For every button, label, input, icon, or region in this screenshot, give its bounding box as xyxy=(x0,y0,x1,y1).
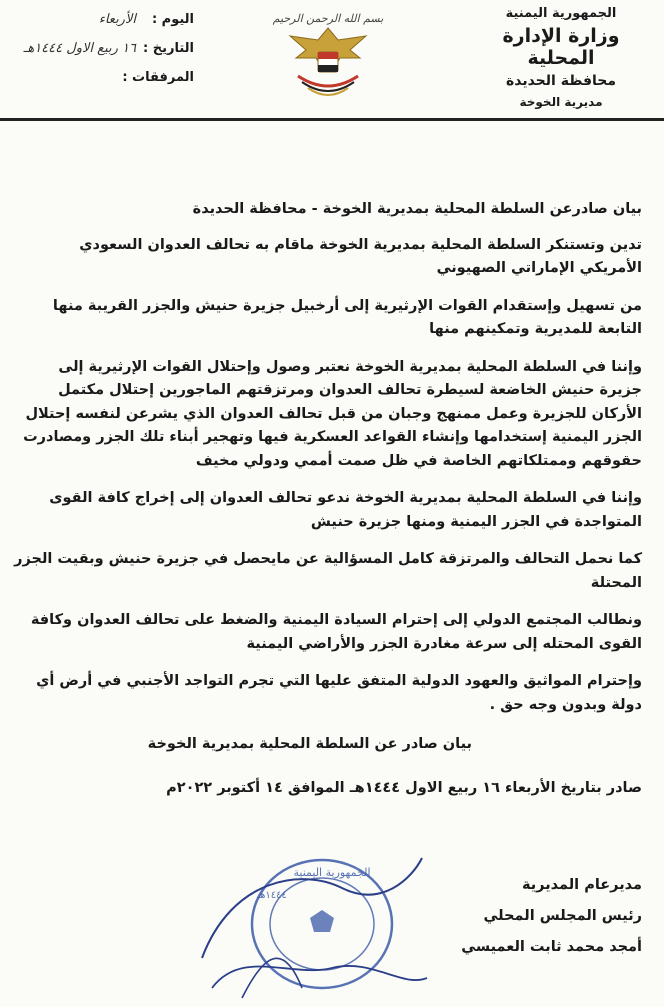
signatory-title-1: مديرعام المديرية xyxy=(521,877,642,893)
yemen-eagle-emblem-icon xyxy=(268,6,388,110)
paragraph-2: من تسهيل وإستقدام القوات الإرثيرية إلى أرخبيل جزيرة حنيش والجزر القريبة منها التابعة للمديرية وتمكينهم منها xyxy=(52,297,642,337)
signatory-title-2: رئيس المجلس المحلي xyxy=(483,908,642,924)
signatory-block xyxy=(461,870,642,963)
issued-date-line: صادر بتاريخ الأربعاء ١٦ ربيع الاول ١٤٤٤هـ الموافق ١٤ أكتوبر ٢٠٢٢م xyxy=(166,779,642,796)
day-value: الأربعاء xyxy=(98,12,136,27)
stamp-text-top: الجمهورية اليمنية xyxy=(293,866,371,879)
paragraph-7: وإحترام المواثيق والعهود الدولية المتفق عليها التي تجرم التواجد الأجنبي في أرض أي دولة وبدون وجه حق . xyxy=(36,673,642,713)
letter-meta xyxy=(4,12,194,99)
republic-name: الجمهورية اليمنية xyxy=(505,6,617,21)
district-name: مديرية الخوخة xyxy=(519,95,603,109)
basmala-calligraphy: بسم الله الرحمن الرحيم xyxy=(272,12,384,25)
signatory-name: أمجد محمد ثابت العميسي xyxy=(461,939,642,955)
statement-title: بيان صادرعن السلطة المحلية بمديرية الخوخة - محافظة الحديدة xyxy=(192,201,642,217)
date-row xyxy=(4,41,194,56)
date-value: ١٦ ربيع الاول ١٤٤٤هـ xyxy=(23,41,136,56)
day-label: اليوم : xyxy=(151,12,194,27)
day-row xyxy=(4,12,194,27)
header-divider xyxy=(0,118,664,121)
statement-body xyxy=(14,198,642,800)
ministry-name: وزارة الإدارة المحلية xyxy=(502,25,620,69)
date-label: التاريخ : xyxy=(143,41,194,56)
paragraph-1: تدين وتستنكر السلطة المحلية بمديرية الخوخة ماقام به تحالف العدوان السعودي الأمريكي الإماراتي الصهيوني xyxy=(79,236,642,276)
paragraph-4: وإننا في السلطة المحلية بمديرية الخوخة ندعو تحالف العدوان إلى إخراج كافة القوى المتواجدة في الجزر اليمنية ومنها جزيرة حنيش xyxy=(49,490,642,530)
attachments-row xyxy=(4,70,194,85)
official-stamp-signature xyxy=(182,838,432,1008)
governorate-name: محافظة الحديدة xyxy=(505,73,617,89)
attachments-label: المرفقات : xyxy=(122,70,194,85)
paragraph-6: ونطالب المجتمع الدولي إلى إحترام السيادة اليمنية والضغط على تحالف العدوان وكافة القوى المحتله إلى سرعة مغادرة الجزر والأراضي اليمنية xyxy=(30,612,642,652)
paragraph-5: كما نحمل التحالف والمرتزقة كامل المسؤالية عن مايحصل في جزيرة حنيش وبقيت الجزر المحتلة xyxy=(14,551,642,591)
paragraph-3: وإننا في السلطة المحلية بمديرية الخوخة نعتبر وصول وإحتلال القوات الإرثيرية إلى جزيرة حنيش الخاضعة لسيطرة تحالف العدوان ومرتزقتهم الماجورين إحتلال مكتمل الأركان للجزيرة وعمل ممنهج وجبان من قبل تحالف العدوان الذي يشرعن لنفسه إحتلال الجزر اليمنية إستخدامها وإنشاء القواعد العسكرية فيها وتهجير أبناء تلك الجزر ومصادرت حقوقهم وممتلكاتهم الخاصة في ظل صمت أممي ودولي مخيف xyxy=(23,358,642,469)
issued-by-line: بيان صادر عن السلطة المحلية بمديرية الخوخة xyxy=(147,736,472,752)
letterhead-ministry xyxy=(476,6,646,109)
stamp-text-left: ١٤٤٤هـ xyxy=(257,890,287,901)
